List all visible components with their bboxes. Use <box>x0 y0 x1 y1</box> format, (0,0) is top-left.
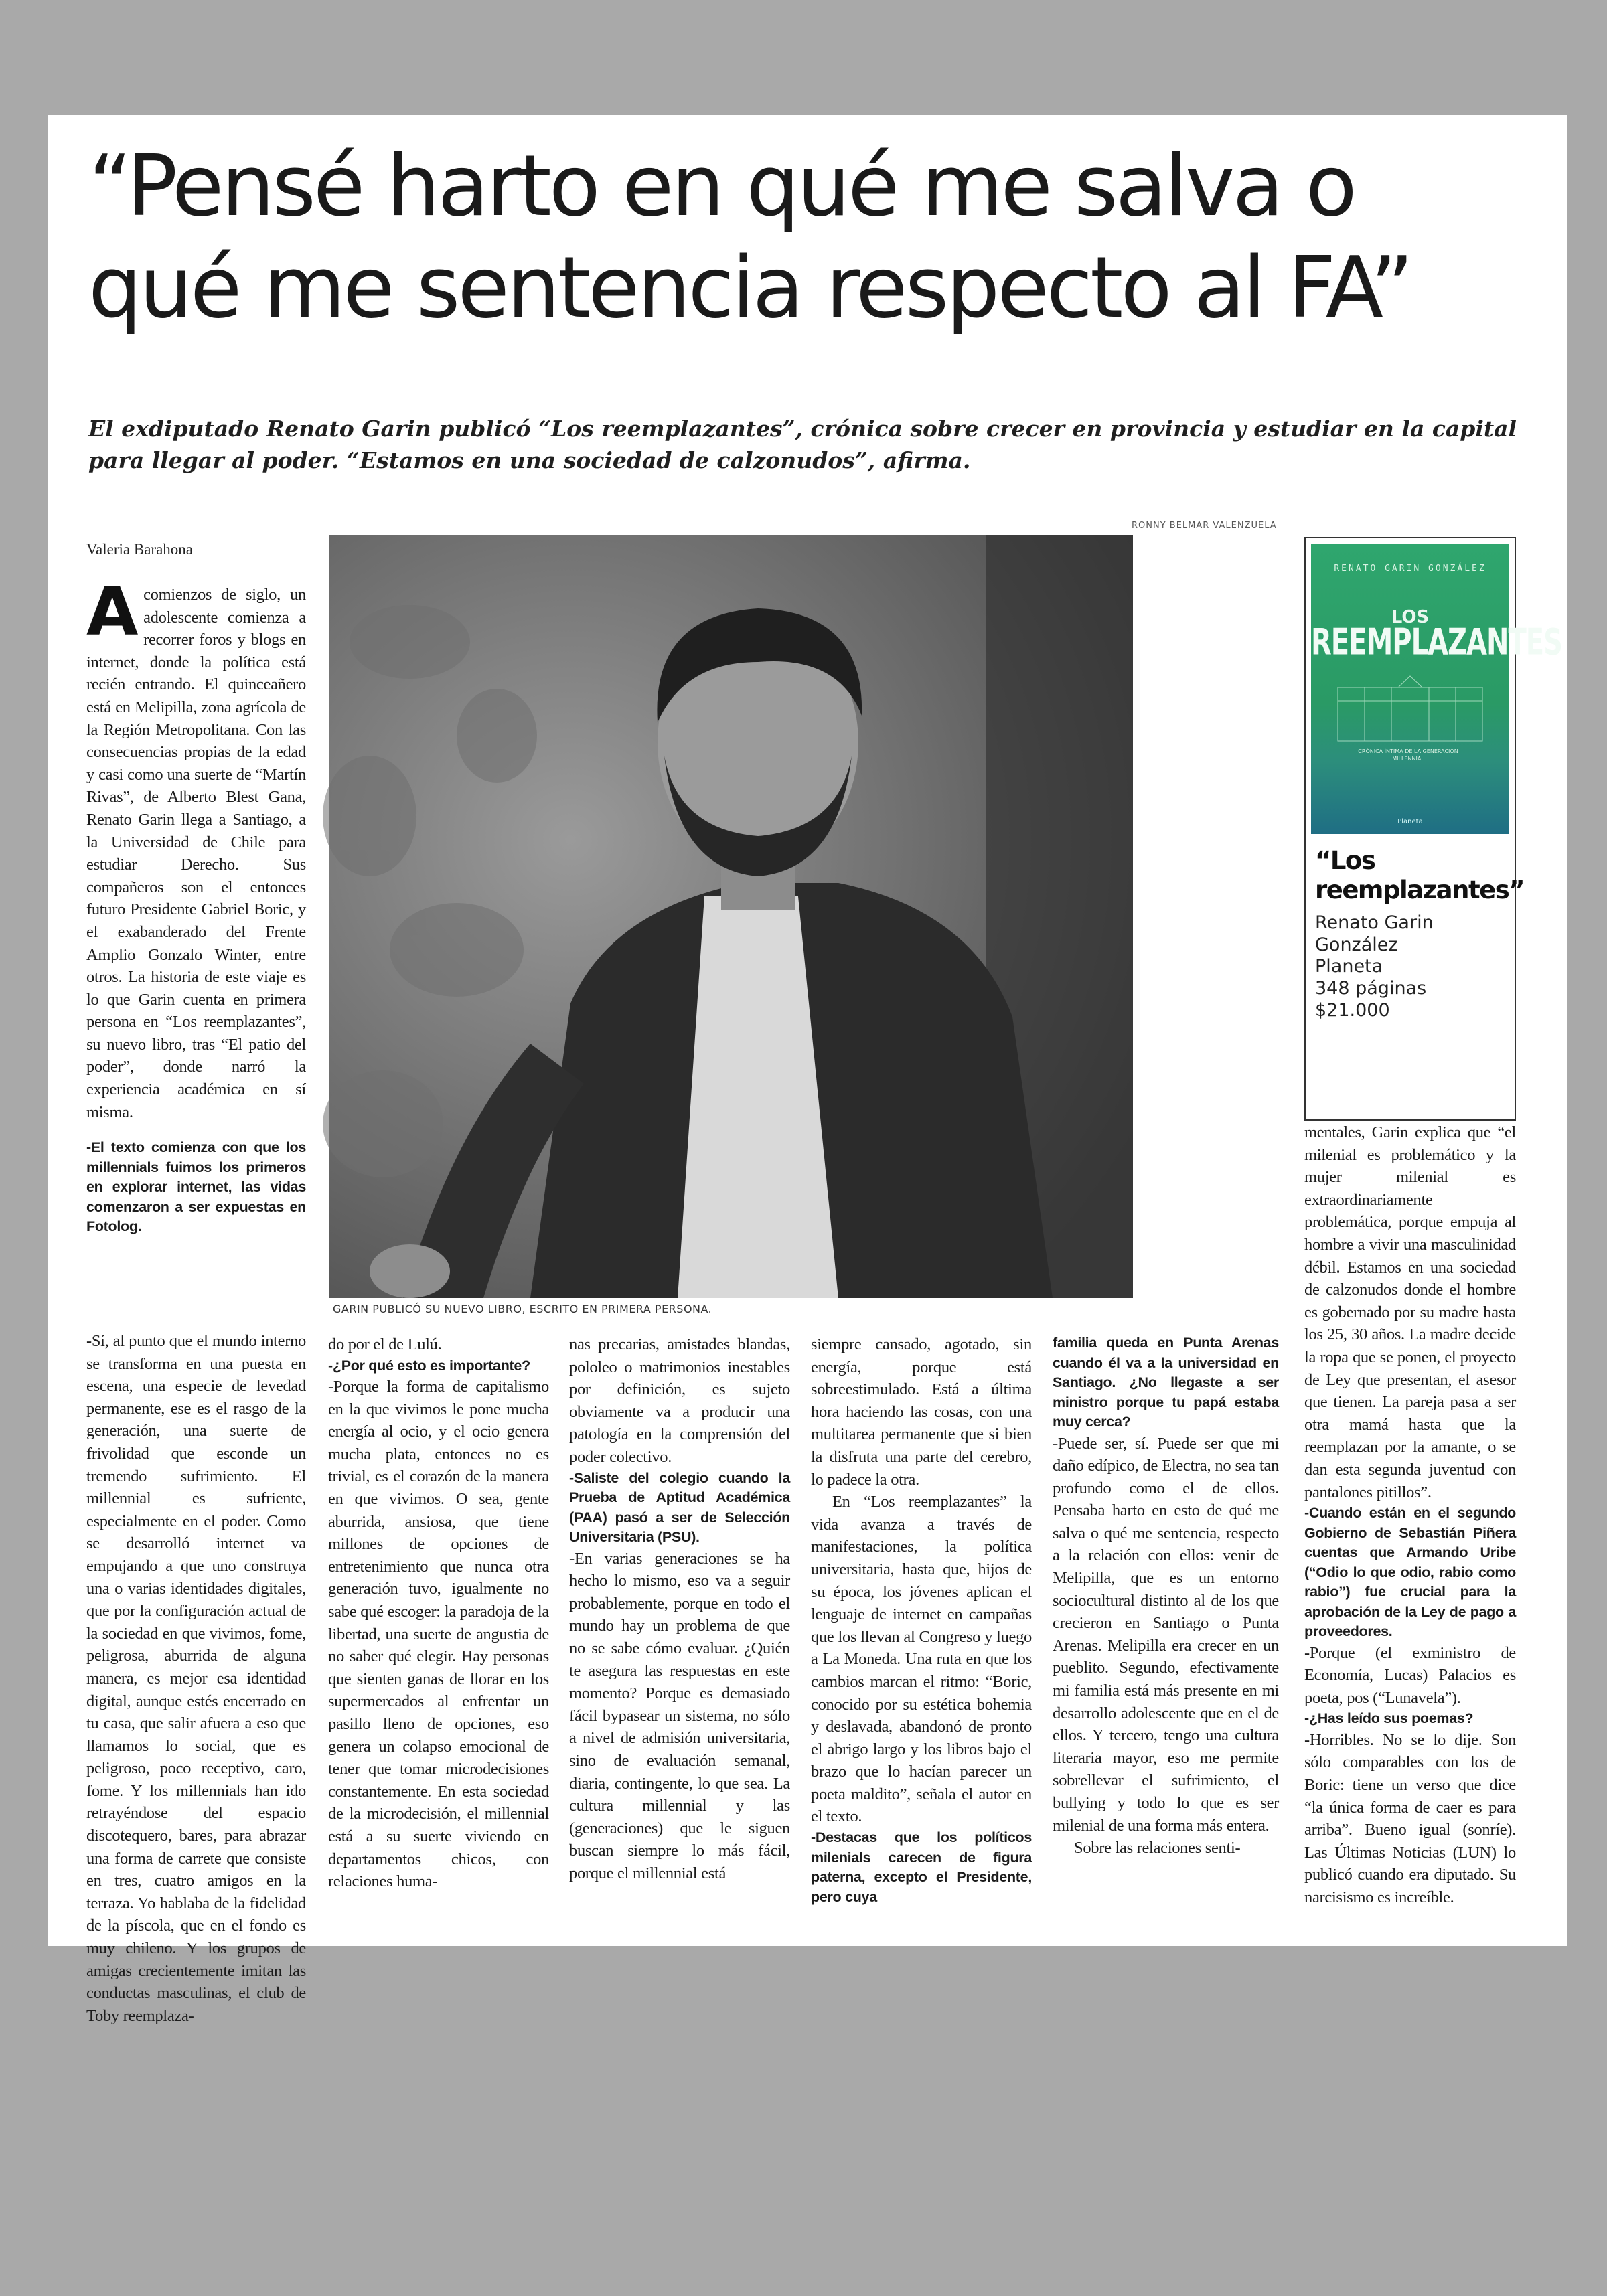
question-1: -El texto comienza con que los millennials fuimos los primeros en explorar internet, las vidas comenzaron a ser expuestas en Fotolog. <box>86 1139 306 1235</box>
book-pages: 348 páginas <box>1315 978 1427 999</box>
column-3 <box>569 1333 790 1884</box>
column-5 <box>1053 1333 1279 1860</box>
paragraph-3-cont: mentales, Garin explica que “el milenial es problemático y la mujer milenial es extraordinariamente problemática, porque empuja al hombre a vivir una masculinidad débil. Estamos en una sociedad de calzonudos donde el hombre es gobernado por su madre hasta los 25, 30 años. La madre decide la ropa que se ponen, el proyecto de Ley que presentan, el asesor que tienen. La pareja pasa a ser otra mamá hasta que la reemplazan por la amante, o se dan esta segunda juventud con pantalones pitillos”. <box>1304 1123 1516 1501</box>
question-4-cont: familia queda en Punta Arenas cuando él va a la universidad en Santiago. ¿No llegaste a ser ministro porque tu papá estaba muy cerca? <box>1053 1335 1279 1430</box>
answer-3: -En varias generaciones se ha hecho lo mismo, eso va a seguir probablemente, porque en todo el mundo hay un problema de que no se sabe cómo evaluar. ¿Quién te asegura las respuestas en este momento? Porque es demasiado fácil bypasear un sistema, no sólo a nivel de admisión universitaria, sino de evaluación semanal, diaria, contingente, lo que sea. La cultura millennial y las (generaciones) que le siguen buscan siempre lo más fácil, porque el millennial está <box>569 1549 790 1882</box>
book-sidebar <box>1304 537 1562 1121</box>
answer-2-cont: nas precarias, amistades blandas, pololeo o matrimonios inestables por definición, es sujeto obviamente va a producir una patología en la comprensión del poder colectivo. <box>569 1335 790 1466</box>
paragraph-3: Sobre las relaciones senti- <box>1074 1839 1241 1858</box>
answer-2: -Porque la forma de capitalismo en la que vivimos le pone mucha energía al ocio, y el ocio genera mucha plata, entonces no es trivial, es el corazón de la manera en que vivimos. O sea, gente aburrida, ansiosa, que tiene millones de opciones de entretenimiento que nunca otra generación tuvo, igualmente no sabe qué escoger: la paradoja de la libertad, una suerte de angustia de no saber qué elegir. Hay personas que sienten ganas de llorar en los supermercados al enfrentar un pasillo lleno de opciones, eso genera un colapso emocional de tener que tomar microdecisiones constantemente. En esta sociedad de la microdecisión, el millennial está a su suerte viviendo en departamentos chicos, con relaciones huma- <box>328 1378 549 1891</box>
portrait-illustration <box>329 535 1133 1298</box>
answer-5: -Porque (el exministro de Economía, Lucas) Palacios es poeta, pos (“Lunavela”). <box>1304 1643 1516 1707</box>
newspaper-page <box>48 115 1567 2025</box>
cover-subtitle: CRÓNICA ÍNTIMA DE LA GENERACIÓN MILLENNIAL <box>1358 748 1458 762</box>
column-4 <box>811 1333 1032 1907</box>
question-4: -Destacas que los políticos milenials carecen de figura paterna, excepto el Presidente, pero cuya <box>811 1829 1032 1905</box>
cover-publisher: Planeta <box>1397 818 1423 825</box>
cover-title: REEMPLAZANTES <box>1311 621 1562 664</box>
book-title: “Los reemplazantes” <box>1315 846 1525 904</box>
answer-1-cont: do por el de Lulú. <box>328 1335 442 1354</box>
cover-author: RENATO GARIN GONZÁLEZ <box>1334 564 1486 574</box>
byline: Valeria Barahona <box>86 541 194 558</box>
answer-4: -Puede ser, sí. Puede ser que mi daño edípico, de Electra, no sea tan profundo como el de ellos. Pensaba harto en esto de qué me salva o qué me sentencia, respecto a la relación con ellos: venir de Melipilla, que es un entorno sociocultural distinto al de los que crecieron en Santiago o Punta Arenas. Melipilla era crecer en un pueblito. Segundo, efectivamente mi familia está más presente en mi desarrollo adolescente que en el de ellos. Y tercero, tengo una cultura literaria mayor, eso me permite sobrellevar el sufrimiento, el bullying y todo lo que es ser milenial de una forma más entera. <box>1053 1434 1279 1835</box>
column-6 <box>1304 1121 1516 1909</box>
intro-paragraph: Acomienzos de siglo, un adolescente comienza a recorrer foros y blogs en internet, donde la política está recién entrando. El quinceañero está en Melipilla, zona agrícola de la Región Metropolitana. Con las consecuencias propias de la edad y casi como una suerte de “Martín Rivas”, de Alberto Blest Gana, Renato Garin llega a Santiago, a la Universidad de Chile para estudiar Derecho. Sus compañeros son el entonces futuro Presidente Gabriel Boric, y el exabanderado del Frente Amplio Gonzalo Winter, entre otros. La historia de este viaje es lo que Garin cuenta en primera persona en “Los reemplazantes”, su nuevo libro, tras “El patio del poder”, donde narró la experiencia académica en sí misma. <box>86 572 306 1121</box>
question-2: -¿Por qué esto es importante? <box>328 1357 530 1374</box>
question-3: -Saliste del colegio cuando la Prueba de Aptitud Académica (PAA) pasó a ser de Selección Universitaria (PSU). <box>569 1469 790 1546</box>
book-cover <box>1311 544 1562 834</box>
answer-6: -Horribles. No se lo dije. Son sólo comparables con los de Boric: tiene un verso que dice “la única forma de caer es para arriba”. Bueno igual (sonríe). Las Últimas Noticias (LUN) lo publicó cuando era diputado. Su narcisismo es increíble. <box>1304 1730 1516 1907</box>
answer-1: -Sí, al punto que el mundo interno se transforma en una puesta en escena, una especie de levedad permanente, ese es el rasgo de la generación, una suerte de frivolidad que esconde un tremendo sufrimiento. El millennial es sufriente, especialmente en el poder. Como se desarrolló internet va empujando a que uno construya una o varias identidades digitales, que por la configuración actual de la sociedad en que vivimos, fome, peligrosa, aburrida de alguna manera, es mejor esa identidad digital, aunque estés encerrado en tu casa, que salir afuera a eso que llamamos lo social, que es peligroso, poco receptivo, caro, fome. Y los millennials han ido retrayéndose del espacio discotequero, bares, para abrazar una forma de carrete que consiste en tres, cuatro amigos en la terraza. Yo hablaba de la fidelidad de la píscola, que en el fondo es muy chileno. Y los grupos de amigas crecientemente imitan las conductas masculinas, el club de Toby reemplaza- <box>86 1332 306 2025</box>
paragraph-2: En “Los reemplazantes” la vida avanza a través de manifestaciones, la política universitaria, hasta que, hijos de su época, los jóvenes aplican el lenguaje de internet en campañas que los llevan al Congreso y luego a La Moneda. Una ruta en que los cambios marcan el ritmo: “Boric, conocido por su estética bohemia y deslavada, abandonó de pronto el abrigo largo y los libros bajo el brazo que lo hacían parecer un poeta maldito”, señala el autor en el texto. <box>811 1493 1032 1826</box>
photo-credit: RONNY BELMAR VALENZUELA <box>1132 521 1277 531</box>
question-6: -¿Has leído sus poemas? <box>1304 1710 1474 1727</box>
book-author: Renato Garin González <box>1315 912 1434 955</box>
dropcap: A <box>86 572 139 651</box>
book-publisher: Planeta <box>1315 956 1383 977</box>
column-2 <box>328 1333 549 1893</box>
dek: El exdiputado Renato Garin publicó “Los reemplazantes”, crónica sobre crecer en provincia y estudiar en la capital para llegar al poder. “Estamos en una sociedad de calzonudos”, afirma. <box>88 416 1517 473</box>
photo-caption: GARIN PUBLICÓ SU NUEVO LIBRO, ESCRITO EN PRIMERA PERSONA. <box>333 1303 712 1315</box>
headline: “Pensé harto en qué me salva o qué me sentencia respecto al FA” <box>88 137 1411 337</box>
portrait-photo <box>329 535 1133 1298</box>
answer-3-cont: siempre cansado, agotado, sin energía, porque está sobreestimulado. Está a última hora haciendo las cosas, con una multitarea permanente que si bien la disfruta una parte del cerebro, lo padece la otra. <box>811 1335 1032 1489</box>
cover-los: LOS <box>1391 607 1430 627</box>
column-1-lower <box>86 1330 306 2027</box>
column-1-top <box>86 572 306 1237</box>
book-price: $21.000 <box>1315 1000 1390 1021</box>
cover-building-illustration <box>1311 544 1562 834</box>
question-5: -Cuando están en el segundo Gobierno de Sebastián Piñera cuentas que Armando Uribe (“Odio lo que odio, rabio como rabio”) fue crucial para la aprobación de la Ley de pago a proveedores. <box>1304 1505 1516 1640</box>
